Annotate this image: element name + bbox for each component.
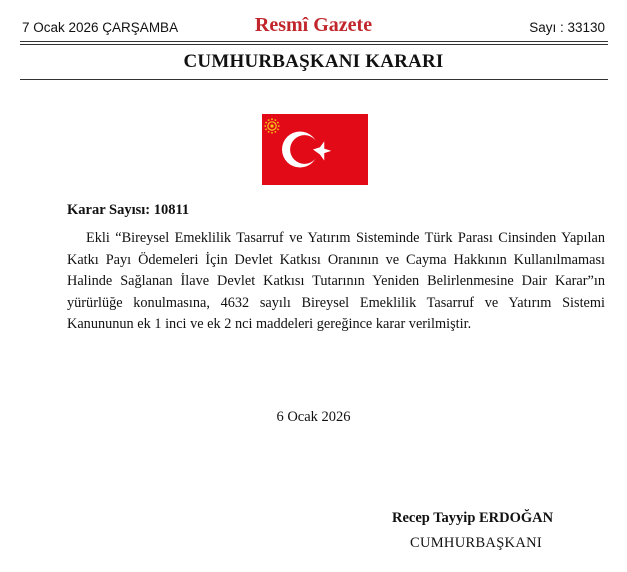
title-divider [20,79,608,80]
issue-date: 7 Ocak 2026 ÇARŞAMBA [22,20,179,35]
turkish-flag-icon [262,114,368,185]
issue-number: Sayı : 33130 [529,20,605,35]
document-title: CUMHURBAŞKANI KARARI [183,51,444,72]
gazette-name: Resmî Gazete [254,14,373,36]
decision-body-text: Ekli “Bireysel Emeklilik Tasarruf ve Yatırım Sisteminde Türk Parası Cinsinden Yapılan Katkı Payı Ödemeleri İçin Devlet Katkısı Oranının ve Cayma Hakkının Kullanılmaması Halinde Sağlanan İlave Devlet Katkısı Tutarının Yeniden Belirlenmesine Dair Karar”ın yürürlüğe konulmasına, 4632 sayılı Bireysel Emeklilik Tasarruf ve Yatırım Sistemi Kanununun ek 1 inci ve ek 2 nci maddeleri gereğince karar verilmiştir. [67,230,605,332]
signer-surname: ERDOĞAN [479,510,554,526]
header-divider-top [20,41,608,42]
signer-given-names: Recep Tayyip [392,510,476,526]
decision-number: Karar Sayısı: 10811 [67,202,190,218]
header-divider-bottom [20,44,608,45]
signing-date: 6 Ocak 2026 [276,409,351,425]
signer-name [392,510,553,527]
signer-title: CUMHURBAŞKANI [410,535,542,551]
decision-body [67,228,605,336]
